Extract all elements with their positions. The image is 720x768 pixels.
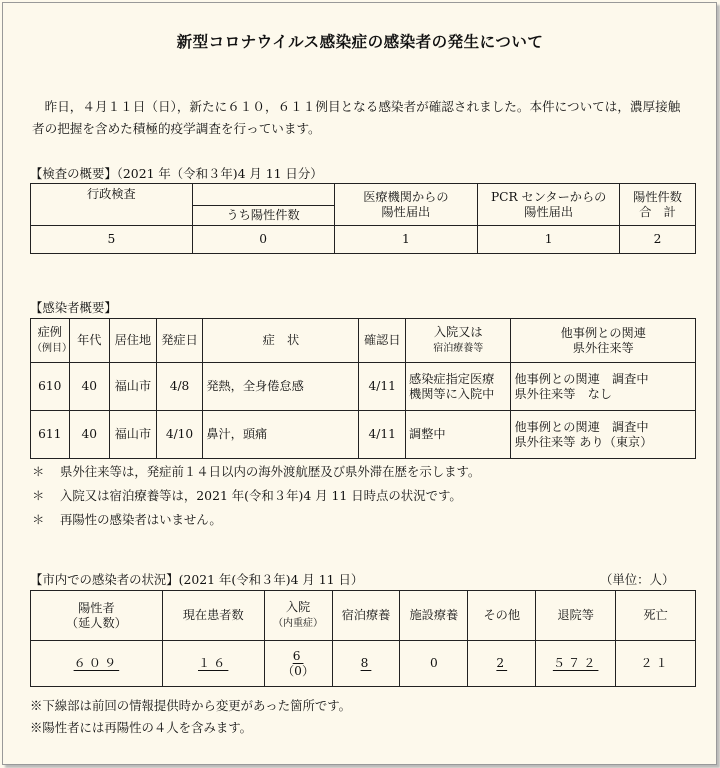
col-total-header: 陽性件数 合 計 <box>620 184 696 226</box>
cases-heading: 【感染者概要】 <box>30 300 117 315</box>
v-facility: 0 <box>400 641 468 687</box>
col-pcr-header: PCR センターからの 陽性届出 <box>478 184 620 226</box>
val-admin: 5 <box>31 226 193 254</box>
val-positive: 0 <box>192 226 334 254</box>
h-death: 死亡 <box>616 591 696 641</box>
note-1: ＊ 県外往来等は，発症前１４日以内の海外渡航歴及び県外滞在歴を示します。 <box>32 464 481 479</box>
h-lodging: 宿泊療養 <box>332 591 400 641</box>
h-positive: 陽性者 （延人数） <box>31 591 163 641</box>
h-other: その他 <box>468 591 536 641</box>
val-total: 2 <box>620 226 696 254</box>
h-confirm: 確認日 <box>359 319 406 363</box>
inspection-table <box>30 183 696 254</box>
h-city: 居住地 <box>110 319 157 363</box>
v-current: １６ <box>162 641 264 687</box>
h-hosp: 入院 （内重症） <box>264 591 332 641</box>
case-age: 40 <box>69 363 110 411</box>
h-hosp: 入院又は 宿泊療養等 <box>406 319 511 363</box>
intro-paragraph: 昨日，４月１１日（日），新たに６１０，６１１例目となる感染者が確認されました。本件については，濃厚接触者の把握を含めた積極的疫学調査を行っています。 <box>32 99 681 136</box>
case-relation: 他事例との関連 調査中 県外往来等 あり（東京） <box>511 411 696 459</box>
v-positive: ６０９ <box>31 641 163 687</box>
case-relation: 他事例との関連 調査中 県外往来等 なし <box>511 363 696 411</box>
case-age: 40 <box>69 411 110 459</box>
cases-table <box>30 318 696 459</box>
page-title: 新型コロナウイルス感染症の感染者の発生について <box>176 32 544 51</box>
status-table <box>30 590 696 687</box>
case-id: 610 <box>31 363 70 411</box>
case-hosp: 感染症指定医療 機関等に入院中 <box>406 363 511 411</box>
v-discharged: ５７２ <box>536 641 616 687</box>
table-row <box>31 411 696 459</box>
status-heading: 【市内での感染者の状況】(2021 年(令和３年)4 月 11 日） <box>30 572 364 587</box>
h-age: 年代 <box>69 319 110 363</box>
h-current: 現在患者数 <box>162 591 264 641</box>
table-row <box>31 363 696 411</box>
h-discharged: 退院等 <box>536 591 616 641</box>
v-other: 2 <box>468 641 536 687</box>
col-medical-header: 医療機関からの 陽性届出 <box>334 184 478 226</box>
case-city: 福山市 <box>110 411 157 459</box>
case-confirm: 4/11 <box>359 363 406 411</box>
h-relation: 他事例との関連 県外往来等 <box>511 319 696 363</box>
case-confirm: 4/11 <box>359 411 406 459</box>
note-3: ＊ 再陽性の感染者はいません。 <box>32 512 222 527</box>
footnote-2: ※陽性者には再陽性の４人を含みます。 <box>30 720 253 735</box>
h-case: 症例 （例目） <box>31 319 70 363</box>
case-symptom: 発熱，全身倦怠感 <box>203 363 359 411</box>
case-onset: 4/10 <box>156 411 203 459</box>
h-facility: 施設療養 <box>400 591 468 641</box>
val-pcr: 1 <box>478 226 620 254</box>
v-lodging: 8 <box>332 641 400 687</box>
col-admin-header: 行政検査 <box>31 184 193 206</box>
case-onset: 4/8 <box>156 363 203 411</box>
case-symptom: 鼻汁，頭痛 <box>203 411 359 459</box>
v-hosp: 6 （0） <box>264 641 332 687</box>
footnote-1: ※下線部は前回の情報提供時から変更があった箇所です。 <box>30 698 352 713</box>
v-death: ２１ <box>616 641 696 687</box>
case-city: 福山市 <box>110 363 157 411</box>
h-onset: 発症日 <box>156 319 203 363</box>
h-symptom: 症 状 <box>203 319 359 363</box>
col-positive-header: うち陽性件数 <box>192 206 334 226</box>
inspection-heading: 【検査の概要】（2021 年（令和３年)4 月 11 日分） <box>30 166 323 181</box>
case-hosp: 調整中 <box>406 411 511 459</box>
val-medical: 1 <box>334 226 478 254</box>
note-2: ＊ 入院又は宿泊療養等は，2021 年(令和３年)4 月 11 日時点の状況です。 <box>32 488 462 503</box>
unit-label: （単位：人） <box>600 572 675 587</box>
case-id: 611 <box>31 411 70 459</box>
